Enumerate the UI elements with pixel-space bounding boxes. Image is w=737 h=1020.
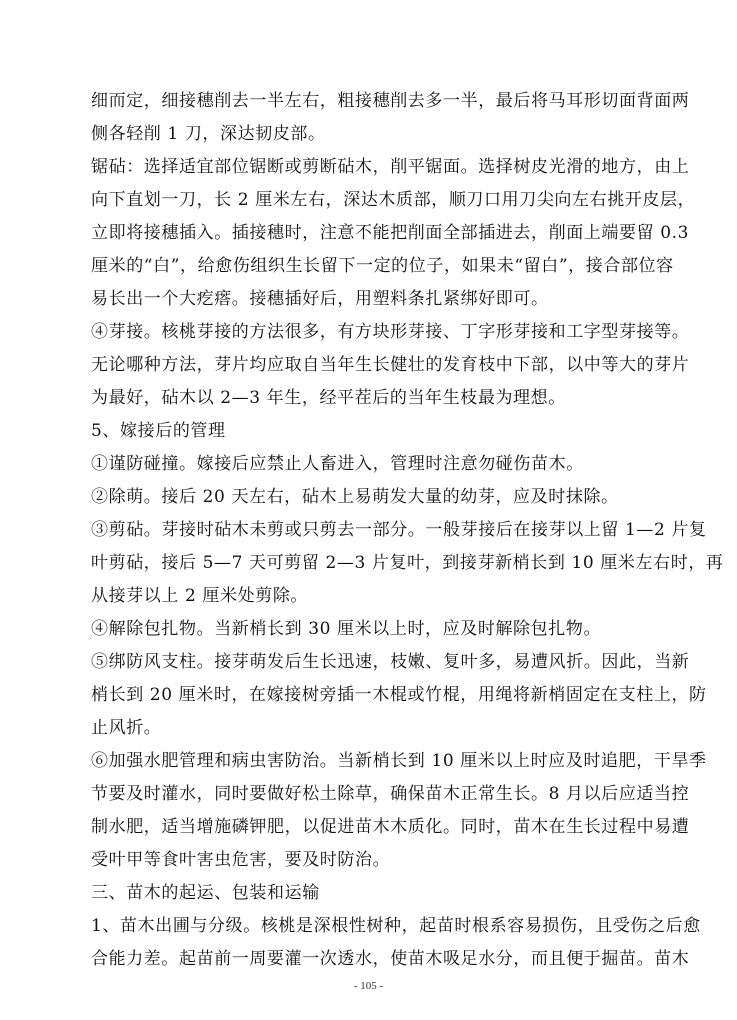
text-line: 制水肥，适当增施磷钾肥，以促进苗木木质化。同时，苗木在生长过程中易遭 bbox=[91, 817, 690, 837]
text-line: 立即将接穗插入。插接穗时，注意不能把削面全部插进去，削面上端要留 0.3 bbox=[91, 223, 690, 243]
text-line: 止风折。 bbox=[91, 718, 162, 738]
text-line: ②除萌。接后 20 天左右，砧木上易萌发大量的幼芽，应及时抹除。 bbox=[91, 487, 619, 507]
text-line: ④芽接。核桃芽接的方法很多，有方块形芽接、丁字形芽接和工字型芽接等。 bbox=[91, 322, 690, 342]
text-line: ⑥加强水肥管理和病虫害防治。当新梢长到 10 厘米以上时应及时追肥，干旱季 bbox=[91, 751, 707, 771]
text-line: ①谨防碰撞。嫁接后应禁止人畜进入，管理时注意勿碰伤苗木。 bbox=[91, 454, 584, 474]
text-line: 易长出一个大疙瘩。接穗插好后，用塑料条扎紧绑好即可。 bbox=[91, 289, 549, 309]
text-line: 厘米的“白”，给愈伤组织生长留下一定的位子，如果未“留白”，接合部位容 bbox=[91, 256, 674, 276]
text-line: 侧各轻削 1 刀，深达韧皮部。 bbox=[91, 124, 326, 144]
text-line: 合能力差。起苗前一周要灌一次透水，使苗木吸足水分，而且便于掘苗。苗木 bbox=[91, 949, 690, 969]
text-line: 受叶甲等食叶害虫危害，要及时防治。 bbox=[91, 850, 391, 870]
section-heading: 三、苗木的起运、包装和运输 bbox=[91, 883, 320, 903]
text-line: 向下直划一刀，长 2 厘米左右，深达木质部，顺刀口用刀尖向左右挑开皮层， bbox=[91, 190, 696, 210]
text-line: 从接芽以上 2 厘米处剪除。 bbox=[91, 586, 309, 606]
text-line: 1、苗木出圃与分级。核桃是深根性树种，起苗时根系容易损伤，且受伤之后愈 bbox=[91, 916, 701, 936]
text-line: 细而定，细接穗削去一半左右，粗接穗削去多一半，最后将马耳形切面背面两 bbox=[91, 91, 690, 111]
text-line: ③剪砧。芽接时砧木未剪或只剪去一部分。一般芽接后在接芽以上留 1—2 片复 bbox=[91, 520, 707, 540]
text-line: 梢长到 20 厘米时，在嫁接树旁插一木棍或竹棍，用绳将新梢固定在支柱上，防 bbox=[91, 685, 707, 705]
text-line: 无论哪种方法，芽片均应取自当年生长健壮的发育枝中下部，以中等大的芽片 bbox=[91, 355, 690, 375]
text-line: ⑤绑防风支柱。接芽萌发后生长迅速，枝嫩、复叶多，易遭风折。因此，当新 bbox=[91, 652, 690, 672]
page-number: - 105 - bbox=[353, 980, 384, 992]
text-line: 叶剪砧，接后 5—7 天可剪留 2—3 片复叶，到接芽新梢长到 10 厘米左右时，再 bbox=[91, 553, 724, 573]
text-line: 节要及时灌水，同时要做好松土除草，确保苗木正常生长。8 月以后应适当控 bbox=[91, 784, 690, 804]
section-heading: 5、嫁接后的管理 bbox=[91, 421, 226, 441]
text-line: 锯砧：选择适宜部位锯断或剪断砧木，削平锯面。选择树皮光滑的地方，由上 bbox=[91, 157, 690, 177]
text-line: ④解除包扎物。当新梢长到 30 厘米以上时，应及时解除包扎物。 bbox=[91, 619, 602, 639]
text-line: 为最好，砧木以 2—3 年生，经平茬后的当年生枝最为理想。 bbox=[91, 388, 566, 408]
